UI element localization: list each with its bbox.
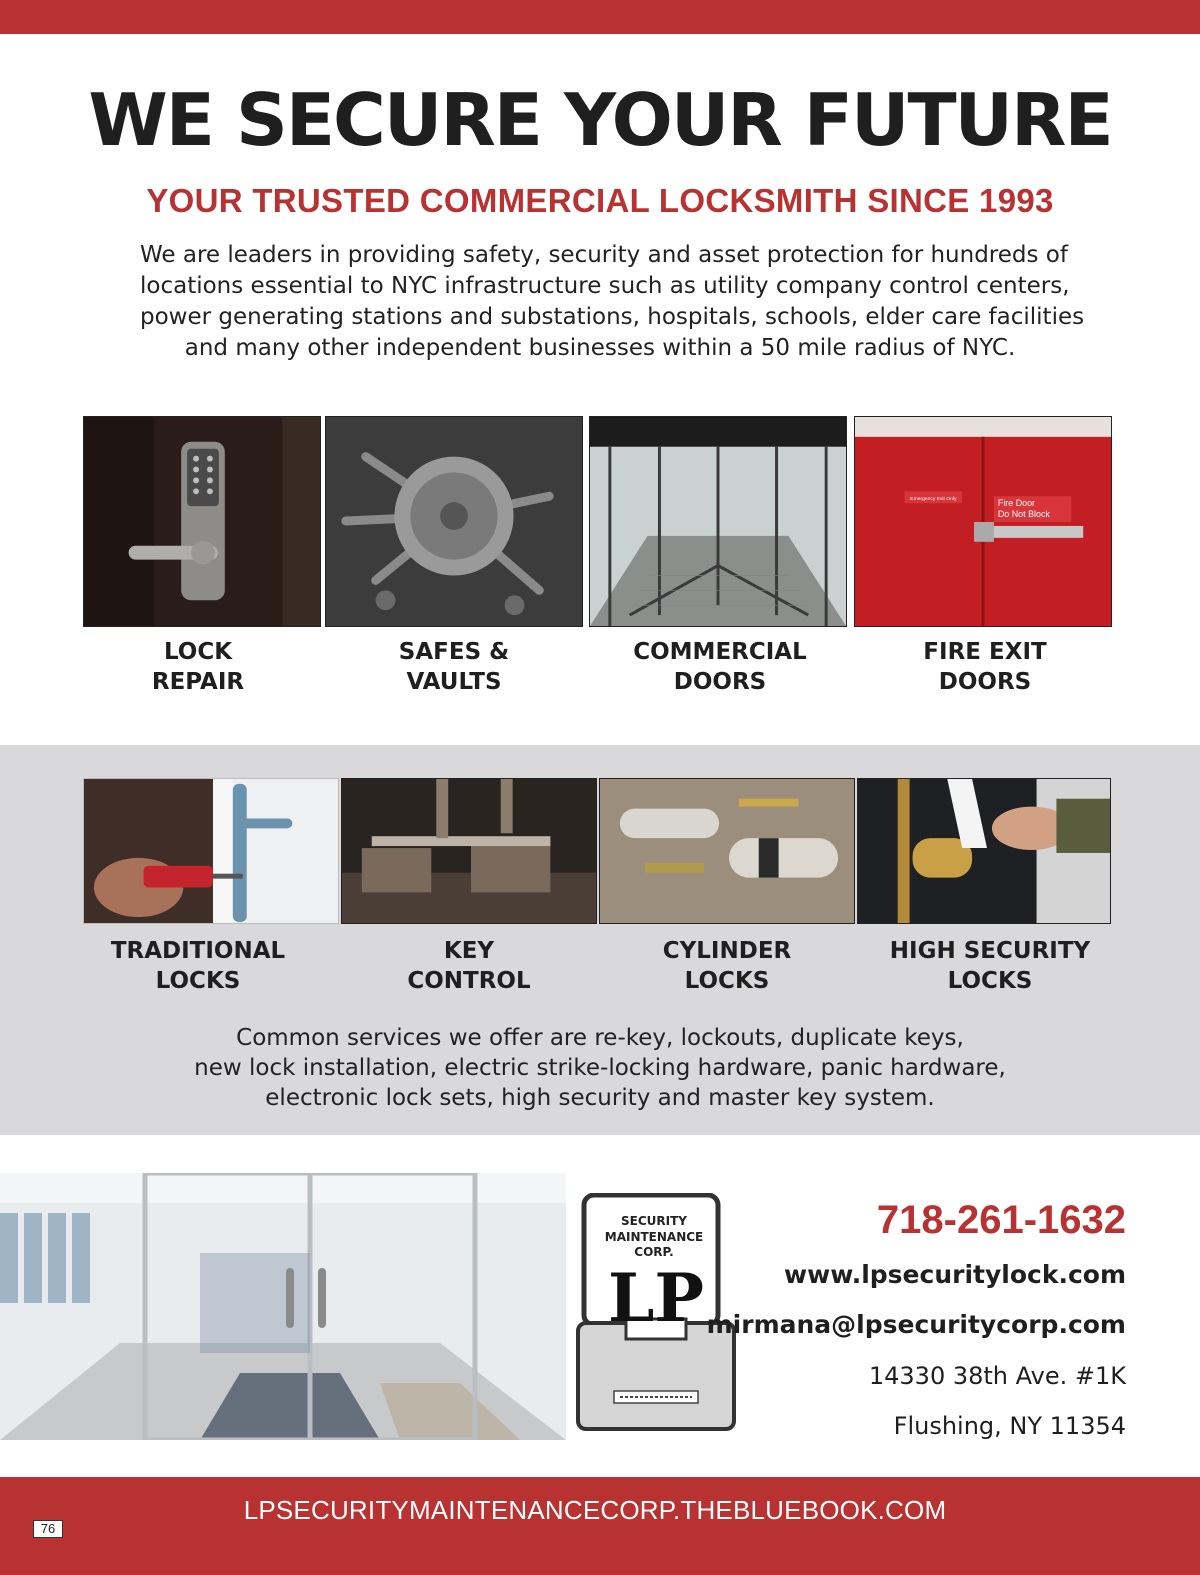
- caption-line: DOORS: [673, 669, 767, 695]
- caption-line: CYLINDER: [662, 938, 792, 964]
- caption-line: CONTROL: [407, 968, 531, 994]
- logo-line2: MAINTENANCE: [604, 1230, 704, 1244]
- commercial-doors-photo: [589, 416, 847, 627]
- logo-line1: SECURITY: [621, 1214, 687, 1228]
- caption-traditional-locks: [75, 936, 321, 996]
- caption-commercial-doors: [589, 637, 851, 697]
- caption-lock-repair: [83, 637, 313, 697]
- services-line: Common services we offer are re-key, lockouts, duplicate keys,: [236, 1025, 964, 1051]
- high-security-locks-photo: [857, 778, 1111, 924]
- caption-fire-exit-doors: [854, 637, 1116, 697]
- services-line: electronic lock sets, high security and master key system.: [265, 1085, 935, 1111]
- intro-line: power generating stations and substations, hospitals, schools, elder care facilities: [140, 304, 1085, 330]
- address-line1: 14330 38th Ave. #1K: [868, 1362, 1126, 1390]
- email-link[interactable]: mirmana@lpsecuritycorp.com: [706, 1310, 1126, 1339]
- caption-line: LOCKS: [947, 968, 1033, 994]
- lock-repair-photo: [83, 416, 321, 627]
- office-lobby-photo: [0, 1173, 566, 1440]
- logo-line3: CORP.: [634, 1245, 674, 1259]
- caption-line: LOCKS: [155, 968, 241, 994]
- footer-url-link[interactable]: LPSECURITYMAINTENANCECORP.THEBLUEBOOK.COM: [243, 1495, 947, 1525]
- key-control-photo: [341, 778, 597, 924]
- cylinder-locks-photo: [599, 778, 855, 924]
- caption-line: HIGH SECURITY: [889, 938, 1091, 964]
- fire-door-sign-line2: Do Not Block: [997, 509, 1050, 520]
- emergency-exit-sign: Emergency Exit Only: [910, 497, 957, 503]
- caption-line: SAFES &: [398, 639, 510, 665]
- caption-high-security-locks: [852, 936, 1128, 996]
- fire-door-sign-line1: Fire Door: [997, 498, 1036, 509]
- logo-lp-mark: LP: [607, 1259, 705, 1337]
- caption-line: REPAIR: [151, 669, 245, 695]
- caption-safes-vaults: [325, 637, 583, 697]
- caption-line: TRADITIONAL: [110, 938, 286, 964]
- caption-line: VAULTS: [406, 669, 502, 695]
- footer-bar: [0, 1477, 1200, 1575]
- caption-cylinder-locks: [599, 936, 855, 996]
- fire-exit-doors-photo: [854, 416, 1112, 627]
- website-link[interactable]: www.lpsecuritylock.com: [784, 1260, 1126, 1289]
- caption-line: COMMERCIAL: [633, 639, 807, 665]
- page-subheadline: YOUR TRUSTED COMMERCIAL LOCKSMITH SINCE 1993: [146, 182, 1054, 219]
- address-line2: Flushing, NY 11354: [893, 1412, 1126, 1440]
- intro-line: We are leaders in providing safety, security and asset protection for hundreds of: [140, 242, 1068, 268]
- top-accent-bar: [0, 0, 1200, 34]
- services-line: new lock installation, electric strike-locking hardware, panic hardware,: [194, 1055, 1006, 1081]
- caption-key-control: [341, 936, 597, 996]
- services-paragraph: [140, 1023, 1060, 1113]
- phone-number[interactable]: 718-261-1632: [876, 1198, 1126, 1242]
- intro-line: locations essential to NYC infrastructure such as utility company control centers,: [140, 273, 1070, 299]
- caption-line: DOORS: [938, 669, 1032, 695]
- safes-vaults-photo: [325, 416, 583, 627]
- traditional-locks-photo: [83, 778, 339, 924]
- page-number: 76: [33, 1520, 63, 1538]
- page-headline: WE SECURE YOUR FUTURE: [88, 78, 1112, 162]
- intro-line: and many other independent businesses within a 50 mile radius of NYC.: [184, 335, 1016, 361]
- caption-line: LOCKS: [684, 968, 770, 994]
- caption-line: LOCK: [163, 639, 233, 665]
- intro-paragraph: [140, 240, 1085, 364]
- caption-line: FIRE EXIT: [923, 639, 1047, 665]
- caption-line: KEY: [443, 938, 495, 964]
